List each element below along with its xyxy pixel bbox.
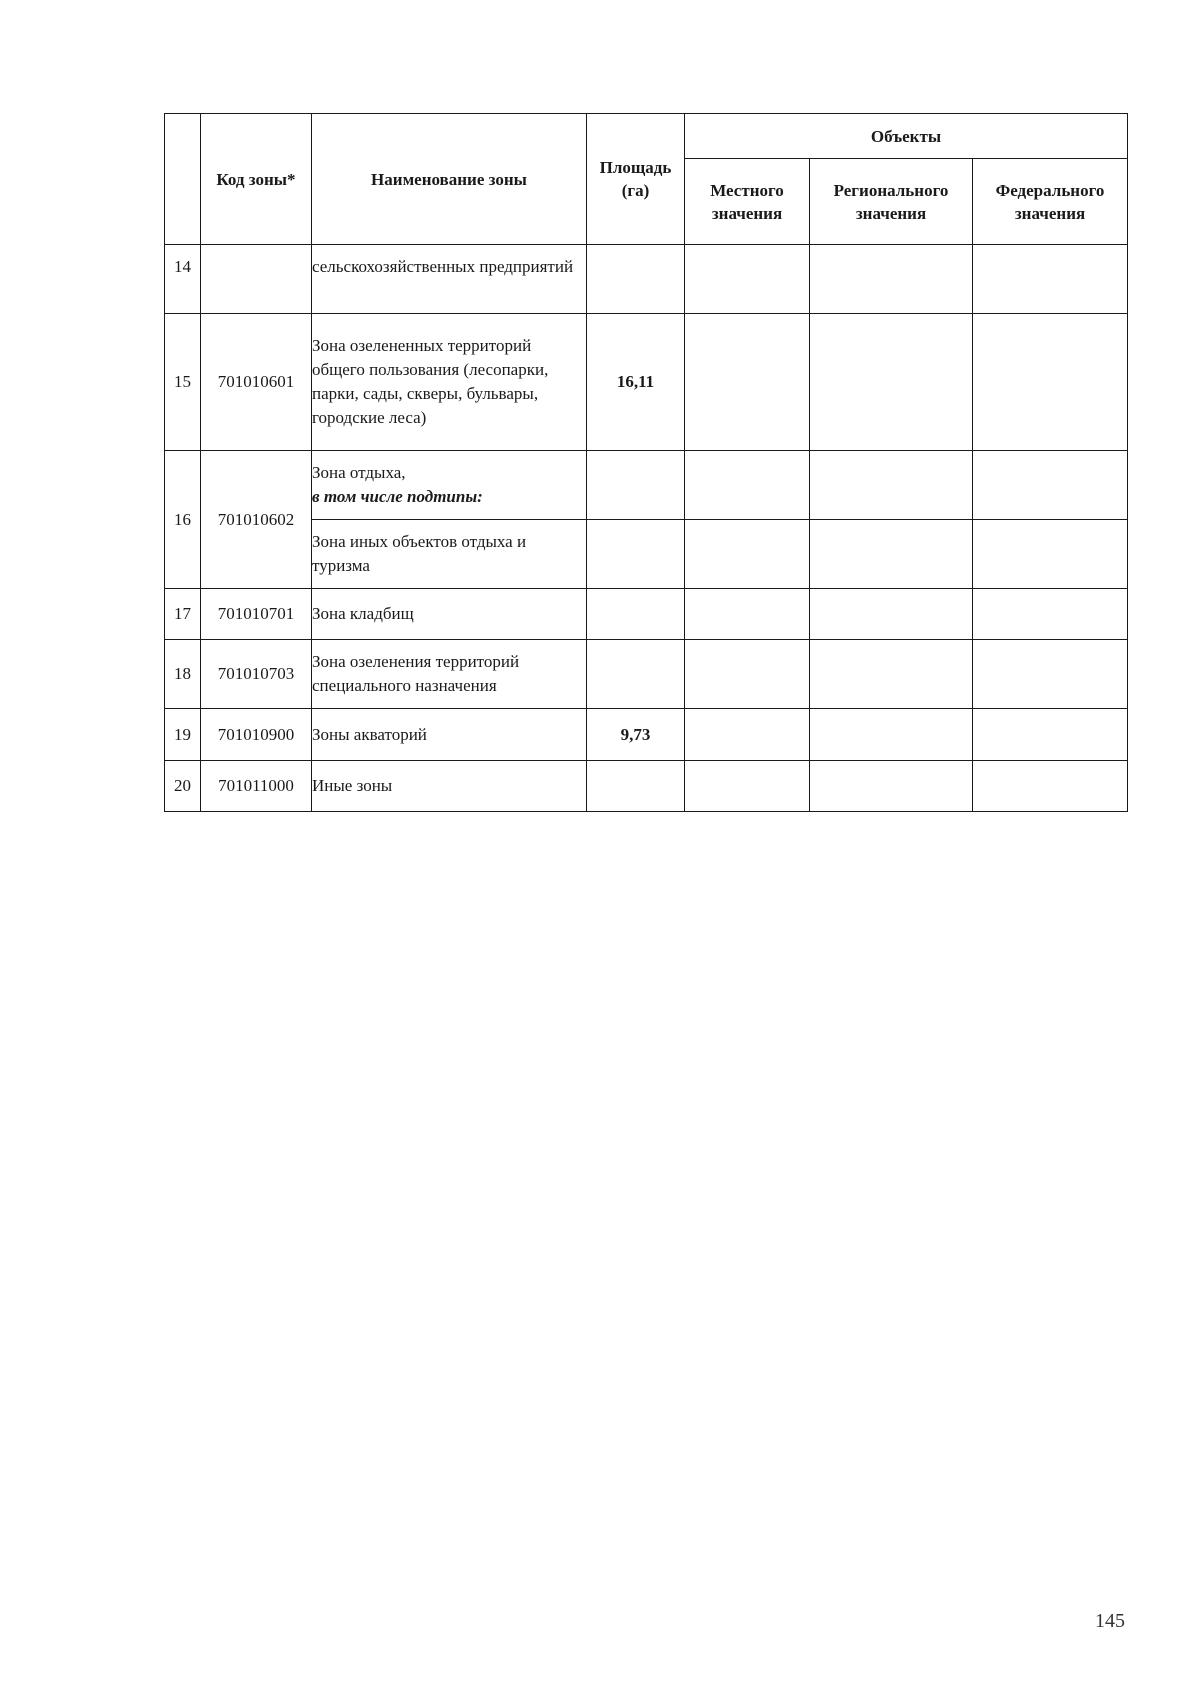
page-number: 145 — [1095, 1610, 1125, 1632]
objects-local — [685, 451, 810, 520]
zone-code: 701011000 — [201, 761, 312, 812]
zone-area: 16,11 — [587, 314, 685, 451]
objects-regional — [810, 451, 973, 520]
objects-local — [685, 520, 810, 589]
zone-area — [587, 245, 685, 314]
header-code: Код зоны* — [201, 114, 312, 245]
zone-area — [587, 451, 685, 520]
header-row-top — [165, 114, 1128, 159]
table-row — [165, 451, 1128, 520]
objects-regional — [810, 640, 973, 709]
table-row — [165, 245, 1128, 314]
header-objects: Объекты — [685, 114, 1128, 159]
table-row — [165, 314, 1128, 451]
objects-regional — [810, 245, 973, 314]
table-row — [165, 709, 1128, 761]
table-row — [165, 589, 1128, 640]
row-number: 16 — [165, 451, 201, 589]
objects-local — [685, 314, 810, 451]
zone-name-line: Зона отдыха, — [312, 463, 406, 482]
row-number: 19 — [165, 709, 201, 761]
header-regional: Регионального значения — [810, 159, 973, 245]
header-area: Площадь (га) — [587, 114, 685, 245]
row-number: 20 — [165, 761, 201, 812]
zone-code: 701010602 — [201, 451, 312, 589]
objects-regional — [810, 589, 973, 640]
objects-federal — [973, 761, 1128, 812]
objects-local — [685, 589, 810, 640]
table-row — [165, 761, 1128, 812]
objects-local — [685, 640, 810, 709]
zone-area: 9,73 — [587, 709, 685, 761]
objects-federal — [973, 709, 1128, 761]
header-name: Наименование зоны — [312, 114, 587, 245]
objects-regional — [810, 314, 973, 451]
objects-federal — [973, 314, 1128, 451]
objects-local — [685, 709, 810, 761]
zone-code: 701010601 — [201, 314, 312, 451]
objects-local — [685, 761, 810, 812]
zone-area — [587, 589, 685, 640]
objects-federal — [973, 451, 1128, 520]
zone-subtypes-label: в том числе подтипы: — [312, 487, 483, 506]
row-number: 18 — [165, 640, 201, 709]
zone-code — [201, 245, 312, 314]
zone-name: Зона озелененных территорий общего пользования (лесопарки, парки, сады, скверы, бульвары, городские леса) — [312, 314, 587, 451]
objects-federal — [973, 245, 1128, 314]
objects-federal — [973, 589, 1128, 640]
zone-name: Иные зоны — [312, 761, 587, 812]
row-number: 14 — [165, 245, 201, 314]
zone-name: Зона иных объектов отдыха и туризма — [312, 520, 587, 589]
header-num — [165, 114, 201, 245]
zone-name: Зона кладбищ — [312, 589, 587, 640]
objects-federal — [973, 640, 1128, 709]
objects-regional — [810, 709, 973, 761]
header-local: Местного значения — [685, 159, 810, 245]
zone-area — [587, 640, 685, 709]
zones-table — [164, 113, 1128, 812]
objects-local — [685, 245, 810, 314]
row-number: 17 — [165, 589, 201, 640]
zone-name: Зона озеленения территорий специального назначения — [312, 640, 587, 709]
header-federal: Федерального значения — [973, 159, 1128, 245]
zone-area — [587, 761, 685, 812]
zone-name — [312, 451, 587, 520]
zone-code: 701010703 — [201, 640, 312, 709]
zone-name: сельскохозяйственных предприятий — [312, 245, 587, 314]
zone-code: 701010701 — [201, 589, 312, 640]
zone-area — [587, 520, 685, 589]
row-number: 15 — [165, 314, 201, 451]
objects-regional — [810, 520, 973, 589]
objects-regional — [810, 761, 973, 812]
zone-name: Зоны акваторий — [312, 709, 587, 761]
objects-federal — [973, 520, 1128, 589]
table-row — [165, 640, 1128, 709]
zone-code: 701010900 — [201, 709, 312, 761]
